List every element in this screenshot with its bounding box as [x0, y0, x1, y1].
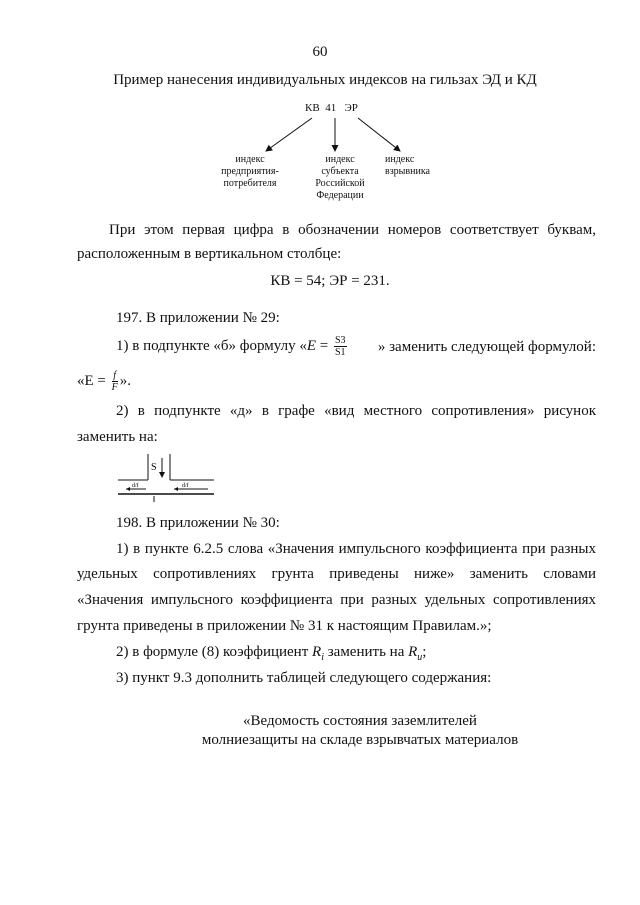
para1-line2: расположенным в вертикальном столбце: — [77, 246, 342, 262]
label-subject-index: индекс субъекта Российской Федерации — [315, 154, 365, 201]
section-197-item2-line1: 2) в подпункте «д» в графе «вид местного сопротивления» рисунок — [116, 403, 596, 419]
section-198-item2: 2) в формуле (8) коэффициент $R_i$ заменить на $R_u$; — [116, 644, 427, 663]
table-title-line2: молниезащиты на складе взрывчатых материалов — [201, 732, 519, 748]
local-resistance-figure — [118, 452, 218, 504]
section-198-heading: 198. В приложении № 30: — [116, 515, 280, 531]
table-title-line1: «Ведомость состояния заземлителей — [243, 713, 477, 729]
label-enterprise-index: индекс предприятия- потребителя — [221, 154, 279, 189]
index-diagram — [0, 98, 640, 208]
section-198-item1-line4: грунта приведены в приложении № 31 к настоящим Правилам.»; — [77, 618, 492, 634]
page-title: Пример нанесения индивидуальных индексов на гильзах ЭД и КД — [113, 72, 537, 88]
arrow-to-blaster — [358, 118, 400, 151]
section-197-item2-line2: заменить на: — [77, 429, 158, 445]
section-197-item1: 1) в подпункте «б» формулу «E = $\frac{S3}{S1}$ » заменить следующей формулой: — [116, 335, 596, 358]
section-198-item1-line2: удельных сопротивлениях грунта приведены ниже» заменить словами — [77, 566, 596, 582]
label-blaster-index: индекс взрывника — [385, 154, 430, 177]
equation-kv-er: КВ = 54; ЭР = 231. — [270, 273, 390, 289]
page-number: 60 — [312, 44, 328, 60]
section-197-heading: 197. В приложении № 29: — [116, 310, 280, 326]
section-197-item1-formula: «E = $\frac{f}{F}$ ». — [77, 370, 131, 393]
figure-label-d2: d/f — [182, 483, 189, 489]
code-er: ЭР — [344, 102, 358, 114]
code-kv: КВ — [305, 102, 320, 114]
figure-label-s: S — [151, 462, 157, 473]
section-198-item3: 3) пункт 9.3 дополнить таблицей следующего содержания: — [116, 670, 492, 686]
formula-s3-over-s1: $\frac{S3}{S1}$ — [335, 335, 346, 358]
section-198-item1-line1: 1) в пункте 6.2.5 слова «Значения импульсного коэффициента при разных — [116, 541, 596, 557]
arrow-to-enterprise — [266, 118, 312, 151]
code-number: 41 — [325, 102, 337, 114]
formula-f-over-F: $\frac{f}{F}$ — [111, 370, 118, 393]
para1-line1: При этом первая цифра в обозначении номеров соответствует буквам, — [109, 222, 596, 238]
section-198-item1-line3: «Значения импульсного коэффициента при разных удельных сопротивлениях — [77, 592, 596, 608]
figure-label-d1: d/f — [132, 483, 139, 489]
